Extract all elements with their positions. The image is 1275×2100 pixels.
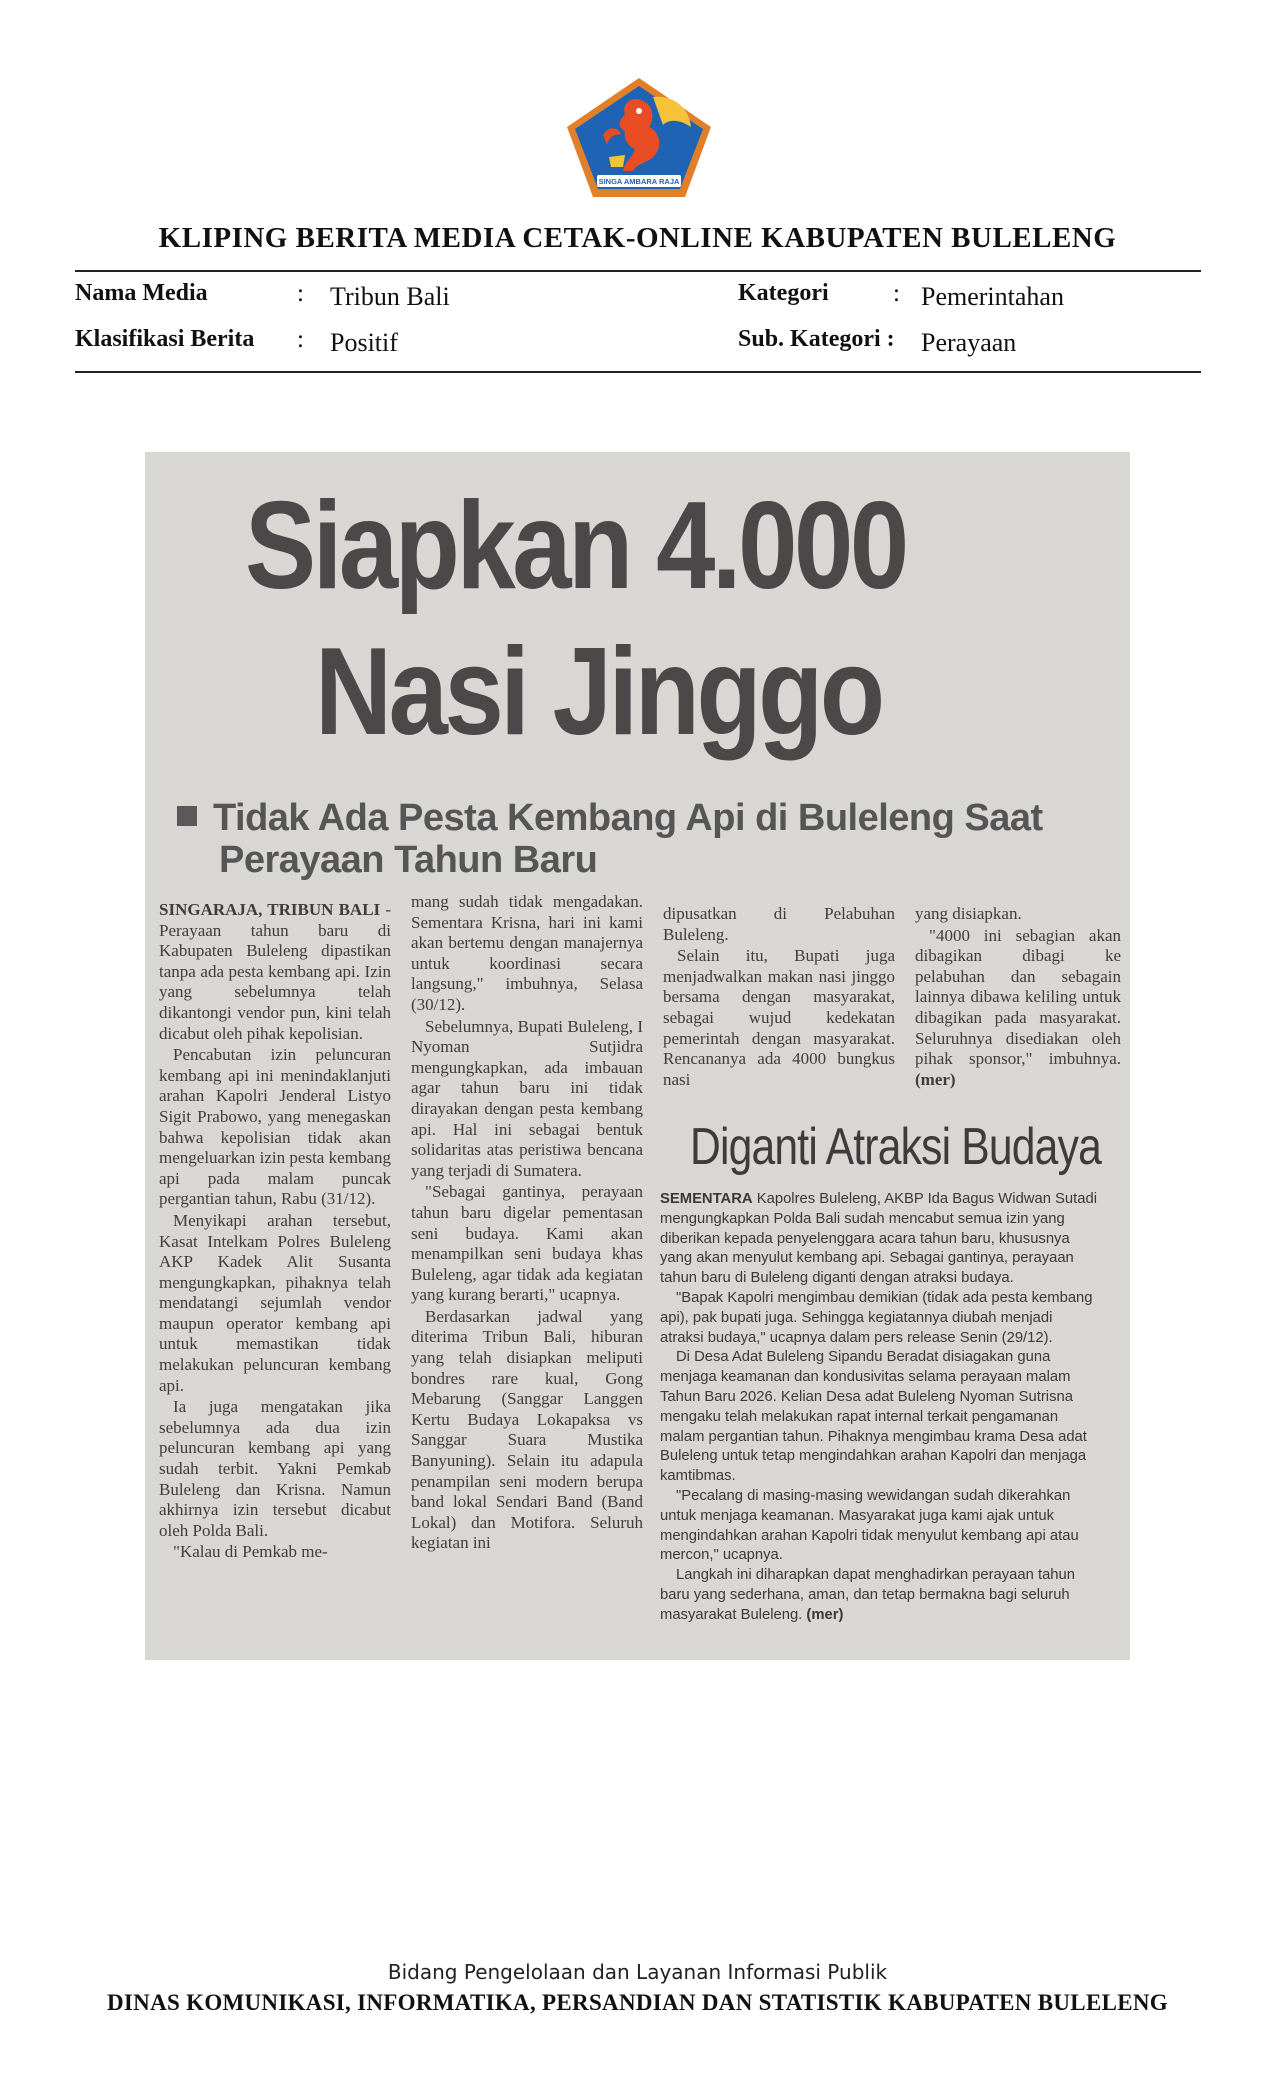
logo-motto: SINGA AMBARA RAJA (598, 177, 680, 186)
nama-media-label: Nama Media (75, 280, 208, 306)
klasifikasi-label: Klasifikasi Berita (75, 326, 255, 352)
paragraph: "Sebagai gantinya, perayaan tahun baru digelar pementasan seni budaya. Kami akan menampilkan seni budaya khas Buleleng, agar tidak ada kegiatan yang kurang berarti," ucapnya. (411, 1182, 643, 1305)
headline-line-1: Siapkan 4.000 (245, 477, 906, 615)
headline-line-2: Nasi Jinggo (315, 623, 882, 761)
article-column-1 (159, 900, 391, 1564)
sidebar-title: Diganti Atraksi Budaya (690, 1118, 1101, 1176)
article-column-4 (915, 904, 1121, 1091)
meta-nama-media (75, 280, 675, 314)
meta-sub-kategori (738, 326, 1198, 360)
paragraph: Ia juga mengatakan jika sebelumnya ada dua izin peluncuran kembang api yang sudah terbit. Yakni Pemkab Buleleng dan Krisna. Namun akhirnya izin tersebut dicabut oleh Polda Bali. (159, 1397, 391, 1540)
paragraph: "Pecalang di masing-masing wewidangan sudah dikerahkan untuk menjaga keamanan. Masyarakat juga kami ajak untuk mengindahkan arahan Kapolri tidak menyulut kembang api atau mercon," ucapnya. (660, 1487, 1079, 1564)
paragraph: Menyikapi arahan tersebut, Kasat Intelkam Polres Buleleng AKP Kadek Alit Susanta mengungkapkan, pihaknya telah mendatangi sejumlah vendor maupun operator kembang api untuk memastikan tidak melakukan peluncuran kembang api. (159, 1210, 391, 1395)
paragraph: - Perayaan tahun baru di Kabupaten Buleleng dipastikan tanpa ada pesta kembang api. Izin yang sebelumnya telah dikantongi vendor pun, kini telah dicabut oleh pihak kepolisian. (159, 900, 391, 1043)
footer-agency: DINAS KOMUNIKASI, INFORMATIKA, PERSANDIAN DAN STATISTIK KABUPATEN BULELENG (107, 1990, 1168, 2015)
subhead-line-1: Tidak Ada Pesta Kembang Api di Buleleng Saat (213, 797, 1043, 839)
bullet-square-icon (177, 806, 197, 826)
paragraph: yang disiapkan. (915, 904, 1022, 923)
newspaper-clipping (145, 452, 1130, 1660)
paragraph: Di Desa Adat Buleleng Sipandu Beradat disiagakan guna menjaga keamanan dan kondusivitas selama perayaan malam Tahun Baru 2026. Kelian Desa adat Buleleng Nyoman Sutrisna mengaku telah melakukan rapat internal terkait pengamanan malam pergantian tahun. Pihaknya mengimbau krama Desa adat Buleleng untuk tetap mengindahkan arahan Kapolri dan menjaga kamtibmas. (660, 1349, 1087, 1485)
kategori-label: Kategori (738, 280, 829, 306)
sub-kategori-label: Sub. Kategori : (738, 326, 895, 352)
author-initials: (mer) (915, 1069, 956, 1089)
paragraph: "Bapak Kapolri mengimbau demikian (tidak ada pesta kembang api), pak bupati juga. Sehingga kegiatannya diubah menjadi atraksi budaya," ucapnya dalam pers release Senin (29/12). (660, 1289, 1093, 1346)
paragraph: dipusatkan di Pelabuhan Buleleng. (663, 904, 895, 944)
footer-division: Bidang Pengelolaan dan Layanan Informasi Publik (387, 1960, 888, 1984)
paragraph: Langkah ini diharapkan dapat menghadirkan perayaan tahun baru yang sederhana, aman, dan tetap bermakna bagi seluruh masyarakat Buleleng. (660, 1567, 1075, 1623)
klasifikasi-value: Positif (330, 328, 398, 357)
sidebar-author-initials: (mer) (806, 1606, 844, 1623)
sidebar-body (660, 1190, 1100, 1626)
nama-media-colon: : (297, 280, 304, 307)
paragraph: "4000 ini sebagian akan dibagikan dibagi ke pelabuhan dan sebagain lainnya dibawa keliling untuk dibagikan pada masyarakat. Seluruhnya disediakan oleh pihak sponsor," imbuhnya. (915, 925, 1121, 1069)
paragraph: Sebelumnya, Bupati Buleleng, I Nyoman Sutjidra mengungkapkan, ada imbauan agar tahun baru ini tidak dirayakan dengan pesta kembang api. Hal ini sebagai bentuk solidaritas atas peristiwa bencana yang terjadi di Sumatera. (411, 1016, 643, 1180)
divider-bottom (75, 371, 1201, 373)
sub-kategori-value: Perayaan (921, 328, 1017, 357)
article-column-3 (663, 904, 895, 1091)
kategori-value: Pemerintahan (921, 282, 1064, 311)
dateline: SINGARAJA, TRIBUN BALI (159, 900, 381, 919)
kategori-colon: : (893, 280, 900, 307)
paragraph: Berdasarkan jadwal yang diterima Tribun Bali, hiburan yang telah disiapkan meliputi bondres rare kual, Gong Mebarung (Sanggar Langgen Kertu Budaya Lokapaksa vs Sanggar Suara Mustika Banyuning). Selain itu adapula penampilan seni modern berupa band lokal Sendari Band (Band Lokal) dan Motifora. Seluruh kegiatan ini (411, 1306, 643, 1553)
klasifikasi-colon: : (297, 326, 304, 353)
subheadline (177, 797, 1107, 881)
nama-media-value: Tribun Bali (330, 282, 450, 311)
page-title: KLIPING BERITA MEDIA CETAK-ONLINE KABUPATEN BULELENG (158, 222, 1117, 254)
paragraph: mang sudah tidak mengadakan. Sementara Krisna, hari ini kami akan bertemu dengan manajernya untuk koordinasi secara langsung," imbuhnya, Selasa (30/12). (411, 892, 643, 1014)
subhead-line-2: Perayaan Tahun Baru (219, 839, 598, 881)
divider-top (75, 270, 1201, 272)
paragraph: Selain itu, Bupati juga menjadwalkan makan nasi jinggo bersama dengan masyarakat, sebagai wujud kedekatan pemerintah dengan masyarakat. Rencananya ada 4000 bungkus nasi (663, 946, 895, 1089)
paragraph: Kapolres Buleleng, AKBP Ida Bagus Widwan Sutadi mengungkapkan Polda Bali sudah mencabut semua izin yang diberikan kepada penyelenggara acara tahun baru, khususnya yang akan menyulut kembang api. Sebagai gantinya, perayaan tahun baru di Buleleng diganti dengan atraksi budaya. (660, 1191, 1098, 1287)
meta-klasifikasi (75, 326, 675, 360)
paragraph: "Kalau di Pemkab me- (173, 1542, 328, 1562)
article-column-2 (411, 892, 643, 1555)
paragraph: Pencabutan izin peluncuran kembang api ini menindaklanjuti arahan Kapolri Jenderal Listyo Sigit Prabowo, yang menegaskan bahwa kepolisian tidak akan mengeluarkan izin pesta kembang api pada malam puncak pergantian tahun, Rabu (31/12). (159, 1045, 391, 1209)
buleleng-regency-logo (563, 75, 715, 200)
meta-kategori (738, 280, 1198, 314)
sidebar-lead: SEMENTARA (660, 1191, 753, 1207)
